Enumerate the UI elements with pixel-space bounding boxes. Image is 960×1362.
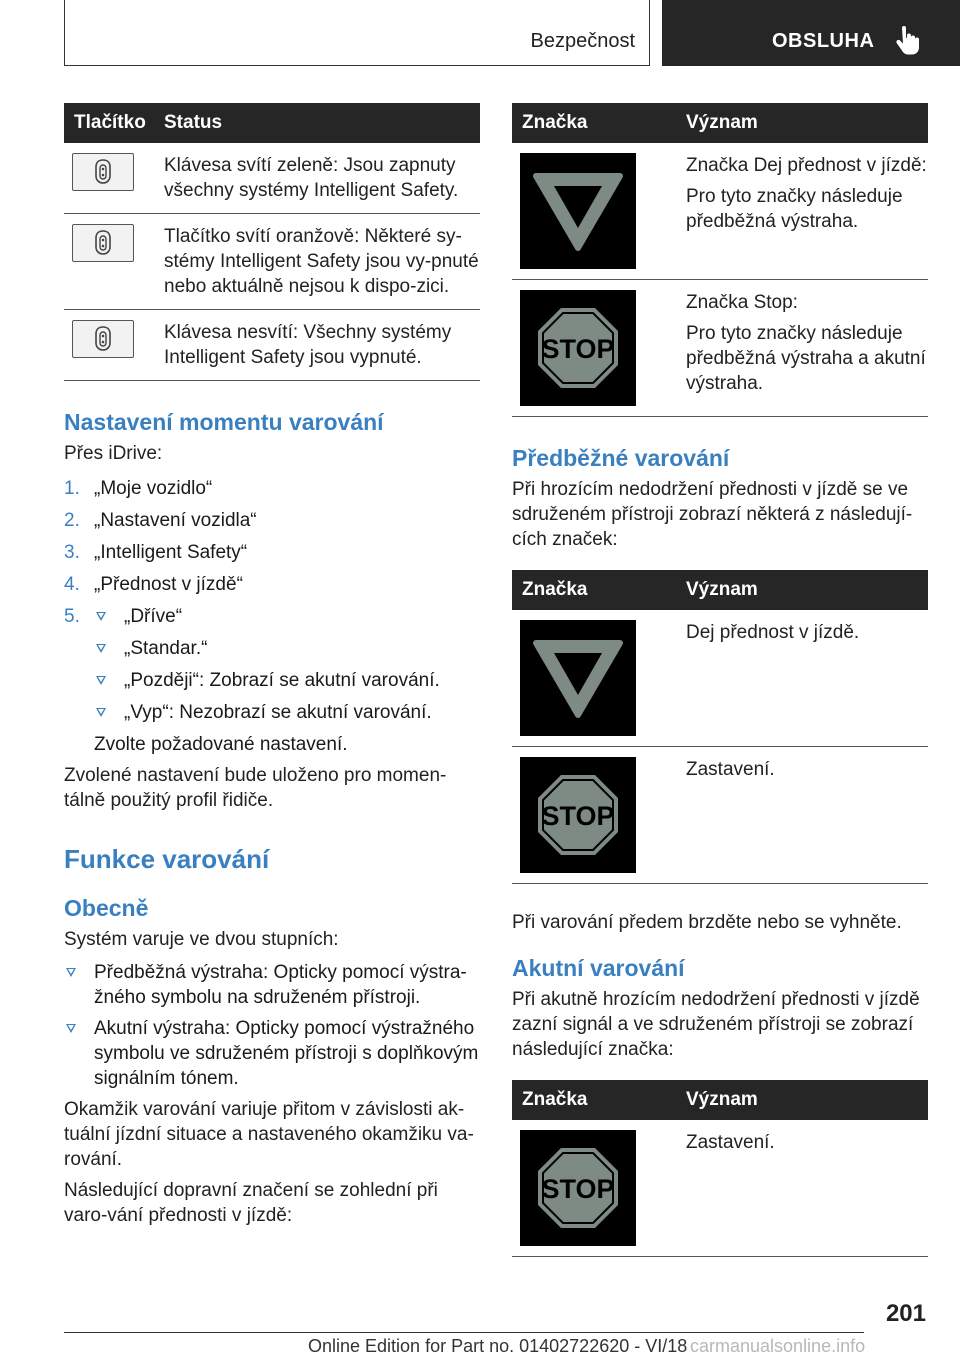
stop-sign-label: STOP (541, 334, 615, 364)
settings-saved-text: Zvolené nastavení bude uloženo pro momen-tálně použitý profil řidiče. (64, 765, 447, 811)
table-row (64, 214, 480, 310)
section-title: Bezpečnost (530, 30, 635, 52)
warning-stage-list (64, 960, 480, 1091)
option-item: „Standar.“ (94, 636, 480, 661)
idrive-steps (64, 476, 480, 725)
table-row (512, 280, 928, 417)
pre-warning-text: Při hrozícím nedodržení přednosti v jízdě se ve sdruženém přístroji zobrazí některá z následují-cích značek: (512, 479, 913, 550)
chapter-tab[interactable] (662, 0, 960, 66)
right-column (512, 103, 928, 1257)
list-item: Akutní výstraha: Opticky pomocí výstražného symbolu ve sdruženém přístroji s doplňkovým signálním tónem. (64, 1016, 480, 1091)
page-number: 201 (885, 1300, 926, 1327)
meaning-text: Pro tyto značky následuje předběžná výstraha. (686, 186, 903, 232)
meaning-text: Pro tyto značky následuje předběžná výstraha a akutní výstraha. (686, 323, 926, 394)
option-item: „Vyp“: Nezobrazí se akutní varování. (94, 700, 480, 725)
list-item: 1. „Moje vozidlo“ (64, 478, 213, 499)
triangle-bullet-icon (66, 968, 76, 977)
section-heading-warning-function: Funkce varování (64, 844, 270, 874)
table-row (512, 143, 928, 280)
section-heading-pre-warning: Předběžné varování (512, 445, 730, 471)
meaning-text: Značka Dej přednost v jízdě: (686, 155, 927, 176)
status-text: Klávesa svítí zeleně: Jsou zapnuty všechny systémy Intelligent Safety. (164, 143, 480, 214)
acute-warning-text: Při akutně hrozícím nedodržení přednosti v jízdě zazní signál a ve sdruženém přístroji se zobrazí následující značka: (512, 989, 920, 1060)
hand-pointer-icon (894, 26, 920, 56)
triangle-bullet-icon (96, 676, 106, 685)
signs-paragraph: Následující dopravní značení se zohlední při varo-vání přednosti v jízdě: (64, 1180, 438, 1226)
col-header-sign: Značka (512, 570, 686, 610)
sign-meaning-table (512, 103, 928, 417)
idrive-intro: Přes iDrive: (64, 443, 163, 464)
meaning-text: Zastavení. (686, 747, 928, 884)
yield-sign-icon (520, 153, 636, 269)
option-item: „Později“: Zobrazí se akutní varování. (94, 668, 480, 693)
list-item: 2. „Nastavení vozidla“ (64, 510, 257, 531)
table-row (64, 143, 480, 214)
stop-sign-icon (520, 1130, 636, 1246)
table-row (512, 747, 928, 884)
col-header-sign: Značka (512, 103, 686, 143)
status-text: Tlačítko svítí oranžově: Některé sy-stémy Intelligent Safety jsou vy-pnuté nebo aktuálně nejsou k dispo-zici. (164, 214, 480, 310)
chapter-tab-label: OBSLUHA (772, 30, 875, 52)
col-header-meaning: Význam (686, 570, 928, 610)
stop-sign-label: STOP (541, 801, 615, 831)
watermark: carmanualsonline.info (690, 1336, 866, 1356)
intelligent-safety-button-icon (72, 224, 134, 262)
intelligent-safety-button-icon (72, 320, 134, 358)
section-heading-acute-warning: Akutní varování (512, 955, 685, 981)
step-note: Zvolte požadované nastavení. (94, 734, 348, 755)
meaning-text: Zastavení. (686, 1120, 928, 1257)
triangle-bullet-icon (96, 708, 106, 717)
list-item: 4. „Přednost v jízdě“ (64, 574, 243, 595)
col-header-sign: Značka (512, 1080, 686, 1120)
table-row (512, 1120, 928, 1257)
header-frame (64, 0, 650, 66)
stop-sign-label: STOP (541, 1174, 615, 1204)
acute-warning-table (512, 1080, 928, 1257)
option-list (94, 604, 480, 725)
list-item: Předběžná výstraha: Opticky pomocí výstra-žného symbolu na sdruženém přístroji. (64, 960, 480, 1010)
timing-paragraph: Okamžik varování variuje přitom v závislosti ak-tuální jízdní situace a nastaveného okamžiku va-rování. (64, 1099, 474, 1170)
stop-sign-icon (520, 290, 636, 406)
two-stage-intro: Systém varuje ve dvou stupních: (64, 929, 339, 950)
table-row (64, 310, 480, 381)
pre-warning-advice: Při varování předem brzděte nebo se vyhněte. (512, 912, 902, 933)
col-header-status: Status (164, 103, 480, 143)
footer-divider (64, 1332, 864, 1333)
meaning-text: Značka Stop: (686, 292, 798, 313)
left-column (64, 103, 480, 1228)
subheading-general: Obecně (64, 895, 149, 921)
meaning-text: Dej přednost v jízdě. (686, 610, 928, 747)
col-header-meaning: Význam (686, 1080, 928, 1120)
intelligent-safety-button-icon (72, 153, 134, 191)
triangle-bullet-icon (96, 612, 106, 621)
list-item: 5. „Dříve“ „Standar.“ „Později“: Zobrazí se akutní varování. „Vyp“: Nezobrazí se akutní varování. (64, 604, 480, 725)
triangle-bullet-icon (96, 644, 106, 653)
triangle-bullet-icon (66, 1024, 76, 1033)
list-item: 3. „Intelligent Safety“ (64, 542, 248, 563)
option-item: „Dříve“ (94, 604, 480, 629)
button-status-table (64, 103, 480, 381)
status-text: Klávesa nesvítí: Všechny systémy Intelligent Safety jsou vypnuté. (164, 310, 480, 381)
yield-sign-icon (520, 620, 636, 736)
edition-text: Online Edition for Part no. 01402722620 - VI/18 (308, 1336, 688, 1356)
section-heading-warning-timing: Nastavení momentu varování (64, 409, 384, 435)
table-row (512, 610, 928, 747)
pre-warning-table (512, 570, 928, 884)
col-header-meaning: Význam (686, 103, 928, 143)
col-header-button: Tlačítko (64, 103, 164, 143)
stop-sign-icon (520, 757, 636, 873)
